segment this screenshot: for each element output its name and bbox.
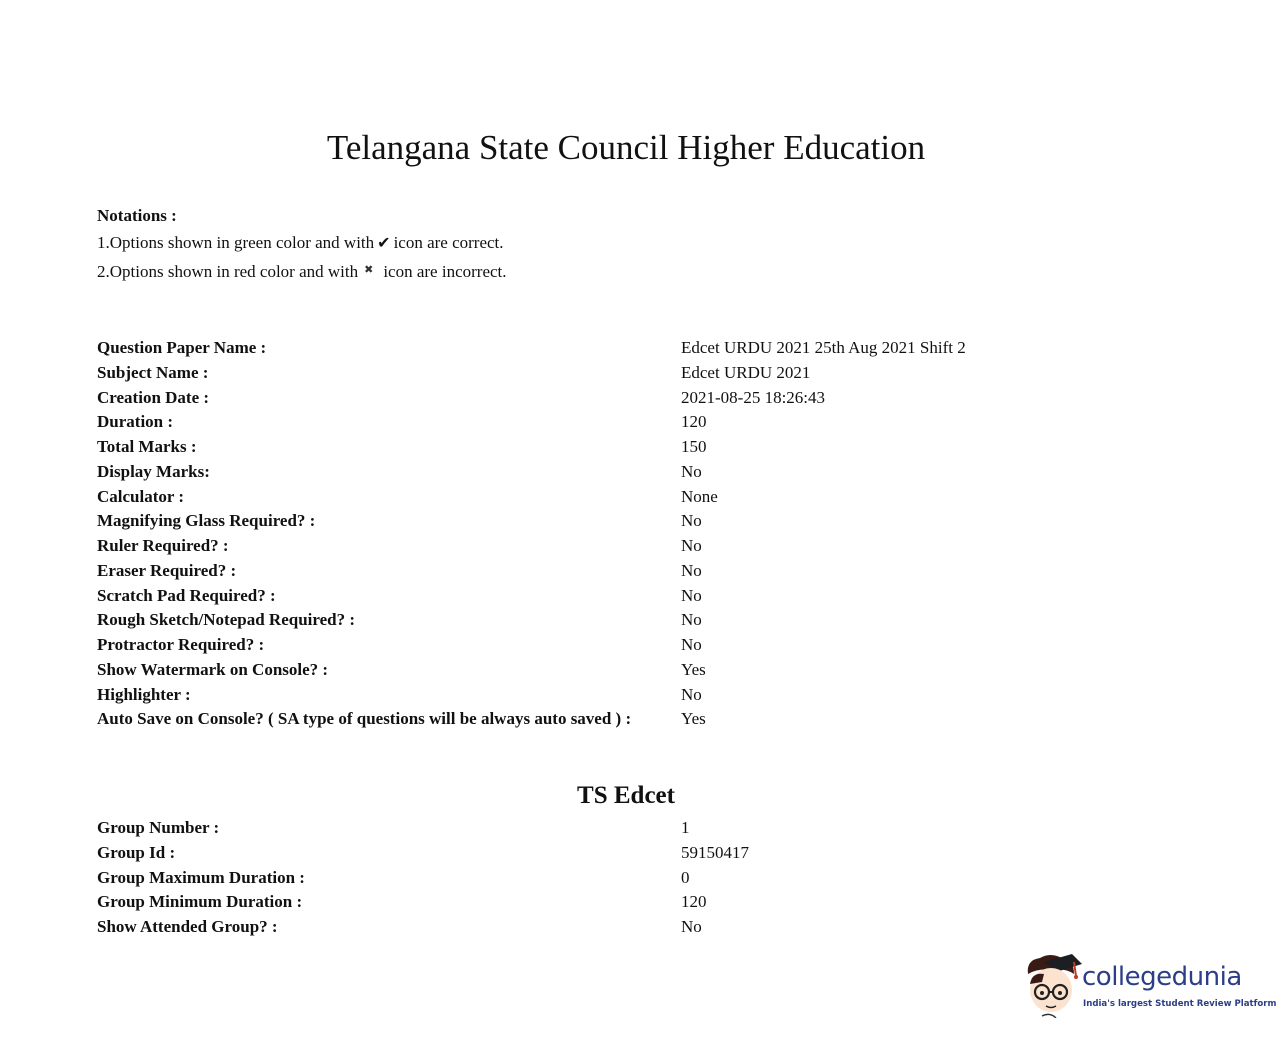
info-label: Calculator :: [97, 486, 185, 506]
info-label: Question Paper Name :: [97, 338, 267, 357]
info-row: [97, 559, 1097, 584]
collegedunia-logo: [1022, 952, 1277, 1022]
brand-name: collegedunia: [1082, 962, 1242, 992]
info-row: [97, 485, 1097, 510]
info-label: Subject Name :: [97, 362, 209, 382]
group-row: [97, 816, 1097, 841]
group-row: [97, 841, 1097, 866]
info-label: Ruler Required? :: [97, 536, 229, 555]
info-label: Scratch Pad Required? :: [97, 585, 276, 605]
info-label: Creation Date :: [97, 387, 210, 407]
info-row: [97, 509, 1097, 534]
info-value: 2021-08-25 18:26:43: [681, 387, 826, 407]
group-value: No: [681, 917, 702, 936]
group-value: 0: [681, 867, 690, 887]
group-row: [97, 890, 1097, 915]
info-row: [97, 435, 1097, 460]
notation-incorrect: [97, 257, 507, 285]
notations: [97, 202, 507, 285]
brand-tagline: India's largest Student Review Platform: [1083, 999, 1277, 1009]
info-value: None: [681, 486, 718, 506]
notation-correct-text: 1.Options shown in green color and with: [97, 233, 375, 252]
info-label: Rough Sketch/Notepad Required? :: [97, 610, 356, 630]
info-value: Edcet URDU 2021 25th Aug 2021 Shift 2: [681, 338, 966, 357]
info-row: [97, 584, 1097, 609]
section-title: TS Edcet: [577, 782, 675, 809]
group-label: Group Minimum Duration :: [97, 892, 303, 912]
info-value: No: [681, 635, 702, 654]
group-label: Group Maximum Duration :: [97, 867, 305, 887]
notation-correct-suffix: icon are correct.: [393, 233, 504, 252]
info-value: No: [681, 461, 702, 481]
info-value: No: [681, 511, 702, 531]
info-label: Magnifying Glass Required? :: [97, 511, 316, 531]
info-value: No: [681, 560, 702, 580]
info-label: Eraser Required? :: [97, 560, 237, 580]
info-row: [97, 534, 1097, 559]
info-row: [97, 633, 1097, 658]
info-value: Yes: [681, 659, 706, 679]
info-row: [97, 410, 1097, 435]
info-value: Edcet URDU 2021: [681, 362, 811, 382]
group-value: 1: [681, 818, 690, 837]
info-label: Total Marks :: [97, 437, 197, 456]
info-label: Protractor Required? :: [97, 635, 265, 654]
group-value: 120: [681, 892, 707, 912]
group-label: Group Number :: [97, 818, 220, 837]
info-value: No: [681, 610, 702, 630]
notation-incorrect-text: 2.Options shown in red color and with: [97, 262, 359, 281]
group-info-table: [97, 816, 1097, 940]
graduate-mascot-icon: [1022, 952, 1084, 1018]
info-row: [97, 386, 1097, 411]
group-label: Show Attended Group? :: [97, 917, 278, 936]
page-title: Telangana State Council Higher Education: [326, 128, 926, 167]
info-row: [97, 707, 1097, 732]
info-label: Auto Save on Console? ( SA type of questions will be always auto saved ) :: [97, 709, 632, 729]
group-label: Group Id :: [97, 842, 176, 862]
info-row: [97, 683, 1097, 708]
info-value: Yes: [681, 709, 706, 729]
cross-icon: ✖: [364, 264, 374, 276]
info-row: [97, 361, 1097, 386]
notations-heading: Notations :: [97, 206, 177, 225]
info-label: Duration :: [97, 412, 174, 432]
notation-correct: [97, 229, 507, 257]
paper-info-table: [97, 336, 1097, 732]
info-label: Highlighter :: [97, 684, 191, 704]
info-row: [97, 658, 1097, 683]
group-row: [97, 915, 1097, 940]
info-value: No: [681, 585, 702, 605]
info-row: [97, 608, 1097, 633]
group-value: 59150417: [681, 842, 749, 862]
info-label: Display Marks:: [97, 461, 210, 481]
info-value: No: [681, 684, 702, 704]
notation-incorrect-suffix: icon are incorrect.: [383, 262, 507, 281]
info-value: 150: [681, 437, 707, 456]
info-label: Show Watermark on Console? :: [97, 659, 329, 679]
group-row: [97, 866, 1097, 891]
info-value: No: [681, 536, 702, 555]
check-icon: ✔: [377, 235, 391, 252]
info-row: [97, 336, 1097, 361]
info-value: 120: [681, 412, 707, 432]
info-row: [97, 460, 1097, 485]
